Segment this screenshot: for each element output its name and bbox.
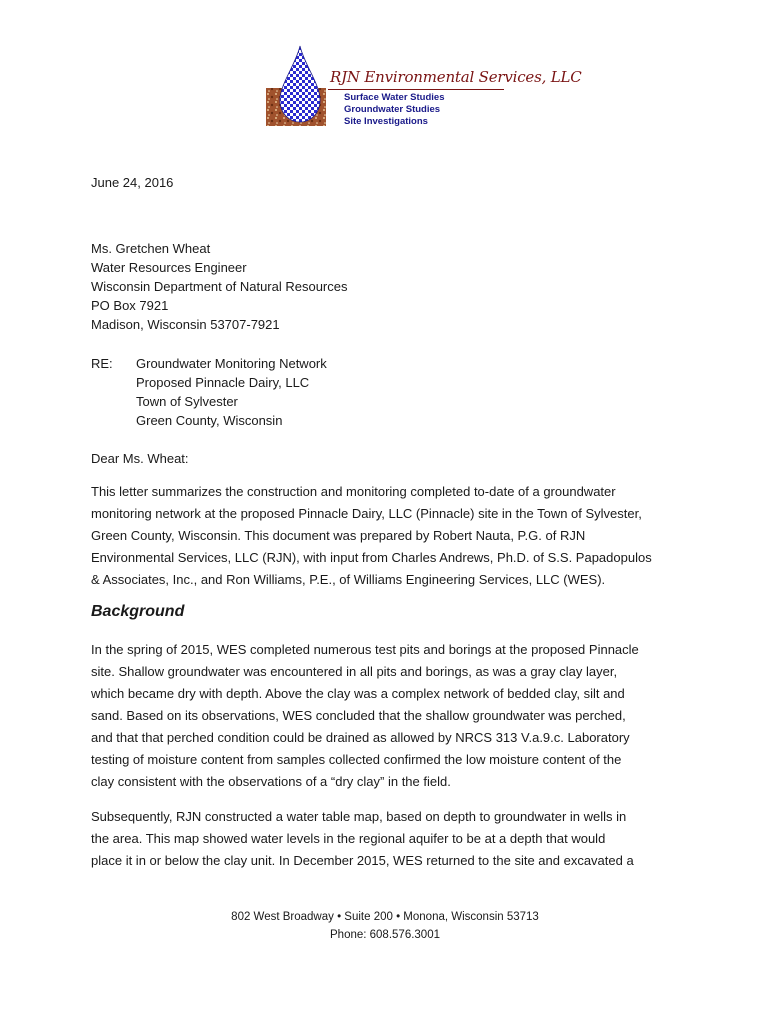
paragraph-line: This letter summarizes the construction and monitoring completed to-date of a groundwater xyxy=(91,484,616,499)
company-name: RJN Environmental Services, LLC xyxy=(330,68,582,86)
paragraph-line: which became dry with depth. Above the clay was a complex network of bedded clay, silt and xyxy=(91,686,625,701)
paragraph-line: sand. Based on its observations, WES concluded that the shallow groundwater was perched, xyxy=(91,708,626,723)
paragraph-line: testing of moisture content from samples collected confirmed the low moisture content of the xyxy=(91,752,622,767)
paragraph-line: the area. This map showed water levels in the regional aquifer to be at a depth that would xyxy=(91,831,606,846)
recipient-address xyxy=(91,239,348,334)
intro-paragraph xyxy=(91,481,691,591)
footer-address: 802 West Broadway • Suite 200 • Monona, Wisconsin 53713 xyxy=(231,911,539,923)
paragraph-line: monitoring network at the proposed Pinnacle Dairy, LLC (Pinnacle) site in the Town of Sylvester, xyxy=(91,506,642,521)
re-line: Green County, Wisconsin xyxy=(136,413,283,428)
paragraph-line: Green County, Wisconsin. This document was prepared by Robert Nauta, P.G. of RJN xyxy=(91,528,586,543)
water-drop-icon xyxy=(266,44,326,128)
letterhead-footer xyxy=(0,908,770,944)
recipient-line: Water Resources Engineer xyxy=(91,260,247,275)
drop-shape xyxy=(280,46,320,122)
salutation: Dear Ms. Wheat: xyxy=(91,451,189,466)
re-label: RE: xyxy=(91,356,113,371)
logo-divider xyxy=(328,89,504,90)
recipient-line: Madison, Wisconsin 53707-7921 xyxy=(91,317,280,332)
paragraph-line: and that that perched condition could be drained as allowed by NRCS 313 V.a.9.c. Laboratory xyxy=(91,730,630,745)
letter-date: June 24, 2016 xyxy=(91,175,174,190)
footer-phone: Phone: 608.576.3001 xyxy=(330,929,440,941)
paragraph-line: In the spring of 2015, WES completed numerous test pits and borings at the proposed Pinnacle xyxy=(91,642,639,657)
re-subject xyxy=(136,354,327,430)
paragraph-line: & Associates, Inc., and Ron Williams, P.E., of Williams Engineering Services, LLC (WES). xyxy=(91,572,606,587)
logo-service-2: Groundwater Studies xyxy=(344,104,441,115)
recipient-line: PO Box 7921 xyxy=(91,298,169,313)
re-line: Town of Sylvester xyxy=(136,394,238,409)
paragraph-line: Subsequently, RJN constructed a water table map, based on depth to groundwater in wells in xyxy=(91,809,627,824)
logo-service-3: Site Investigations xyxy=(344,116,428,127)
company-logo xyxy=(266,44,582,130)
paragraph-line: place it in or below the clay unit. In December 2015, WES returned to the site and excavated a xyxy=(91,853,634,868)
re-line: Proposed Pinnacle Dairy, LLC xyxy=(136,375,310,390)
re-line: Groundwater Monitoring Network xyxy=(136,356,327,371)
paragraph-line: Environmental Services, LLC (RJN), with input from Charles Andrews, Ph.D. of S.S. Papadopulos xyxy=(91,550,652,565)
recipient-line: Wisconsin Department of Natural Resources xyxy=(91,279,348,294)
recipient-line: Ms. Gretchen Wheat xyxy=(91,241,211,256)
section-heading-background: Background xyxy=(91,603,185,620)
background-paragraph-1 xyxy=(91,639,691,793)
background-paragraph-2 xyxy=(91,806,691,872)
logo-service-1: Surface Water Studies xyxy=(344,92,445,103)
paragraph-line: site. Shallow groundwater was encountered in all pits and borings, as was a gray clay layer, xyxy=(91,664,618,679)
paragraph-line: clay consistent with the observations of a “dry clay” in the field. xyxy=(91,774,451,789)
